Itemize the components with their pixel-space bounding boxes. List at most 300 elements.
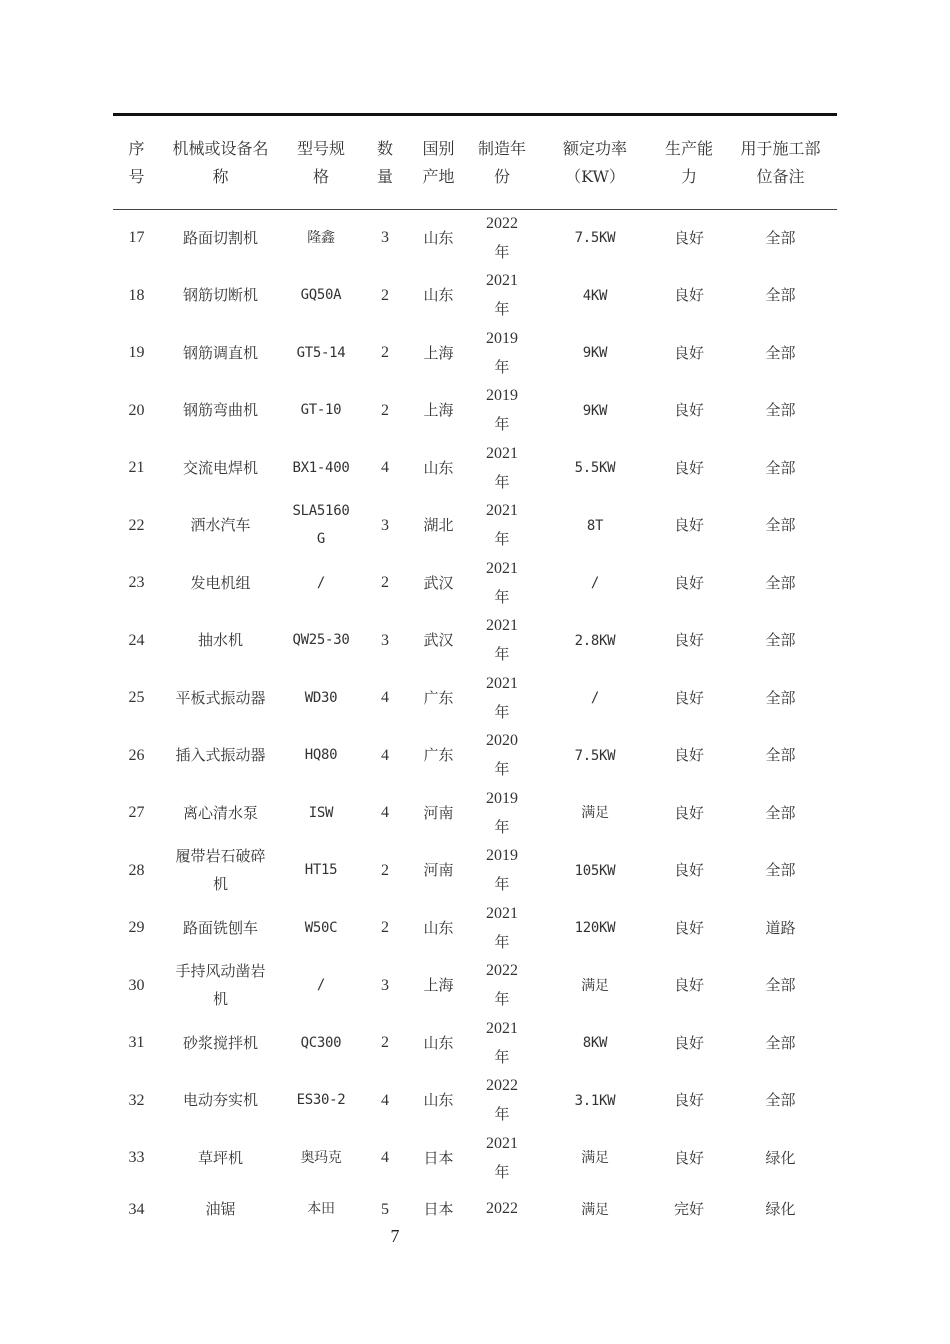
- cell-origin-text: 山东: [423, 228, 454, 247]
- cell-origin-text: 河南: [423, 861, 454, 880]
- cell-quantity-text: 4: [381, 1149, 389, 1167]
- cell-serial-no-text: 31: [128, 1034, 145, 1052]
- cell-origin-text: 河南: [423, 803, 454, 822]
- cell-manufacture-year: [468, 1187, 536, 1231]
- cell-origin: [409, 899, 468, 957]
- cell-rated-power-text: 2.8KW: [574, 632, 616, 649]
- cell-rated-power: [536, 842, 654, 900]
- cell-capacity-text: 良好: [673, 803, 704, 822]
- cell-capacity: [654, 497, 724, 555]
- cell-manufacture-year: [468, 1014, 536, 1072]
- cell-capacity: [654, 1072, 724, 1130]
- cell-manufacture-year: [468, 957, 536, 1015]
- cell-serial-no: [113, 784, 160, 842]
- cell-origin-text: 武汉: [423, 573, 454, 592]
- cell-equipment-name: [160, 612, 281, 670]
- table-row: [113, 1129, 837, 1187]
- table-row: [113, 554, 837, 612]
- cell-usage-note: [724, 957, 837, 1015]
- cell-manufacture-year-line: 年: [494, 875, 510, 894]
- header-serial-no-line: 号: [128, 166, 145, 186]
- cell-equipment-name: [160, 1014, 281, 1072]
- cell-usage-note: [724, 842, 837, 900]
- cell-rated-power-text: 4KW: [582, 287, 608, 304]
- cell-usage-note-text: 绿化: [765, 1199, 796, 1218]
- cell-capacity-text: 良好: [673, 1091, 704, 1110]
- cell-equipment-name: [160, 439, 281, 497]
- cell-capacity: [654, 1014, 724, 1072]
- cell-model-spec: [281, 1187, 361, 1231]
- table-row: [113, 497, 837, 555]
- cell-manufacture-year-line: 2021: [486, 559, 518, 577]
- cell-serial-no-text: 33: [128, 1149, 145, 1167]
- header-capacity: [654, 116, 724, 209]
- cell-usage-note-text: 道路: [765, 918, 796, 937]
- cell-manufacture-year-line: 年: [494, 760, 510, 779]
- cell-manufacture-year-line: 2021: [486, 272, 518, 290]
- cell-manufacture-year: [468, 784, 536, 842]
- header-quantity-line: 量: [376, 166, 393, 186]
- table-row: [113, 1014, 837, 1072]
- cell-origin-text: 广东: [423, 688, 454, 707]
- cell-origin: [409, 1187, 468, 1231]
- cell-rated-power: [536, 612, 654, 670]
- cell-model-spec-line: /: [316, 574, 326, 591]
- cell-manufacture-year-line: 年: [494, 702, 510, 721]
- cell-usage-note: [724, 669, 837, 727]
- cell-equipment-name: [160, 1072, 281, 1130]
- header-manufacture-year-line: 制造年: [477, 138, 526, 158]
- cell-model-spec: [281, 1014, 361, 1072]
- cell-origin-text: 山东: [423, 1091, 454, 1110]
- cell-model-spec-line: 奥玛克: [300, 1149, 342, 1166]
- cell-capacity: [654, 899, 724, 957]
- cell-serial-no-text: 24: [128, 631, 145, 649]
- cell-rated-power: [536, 899, 654, 957]
- cell-capacity: [654, 382, 724, 440]
- cell-equipment-name-line: 钢筋调直机: [182, 343, 258, 362]
- cell-origin-text: 湖北: [423, 516, 454, 535]
- cell-manufacture-year-line: 2021: [486, 444, 518, 462]
- cell-usage-note-text: 全部: [765, 1033, 796, 1052]
- cell-serial-no-text: 29: [128, 919, 145, 937]
- cell-rated-power-text: 满足: [581, 805, 609, 822]
- cell-origin: [409, 612, 468, 670]
- cell-origin: [409, 324, 468, 382]
- table-row: [113, 669, 837, 727]
- cell-quantity: [361, 957, 409, 1015]
- cell-quantity: [361, 612, 409, 670]
- cell-usage-note-text: 全部: [765, 401, 796, 420]
- cell-manufacture-year: [468, 324, 536, 382]
- cell-quantity: [361, 669, 409, 727]
- cell-rated-power-text: /: [590, 690, 600, 707]
- cell-rated-power-text: 3.1KW: [574, 1092, 616, 1109]
- cell-manufacture-year-line: 2022: [486, 1199, 518, 1217]
- cell-rated-power-text: 满足: [581, 1201, 609, 1218]
- cell-model-spec-line: /: [316, 977, 326, 994]
- cell-rated-power-text: /: [590, 575, 600, 592]
- cell-usage-note: [724, 784, 837, 842]
- cell-usage-note: [724, 1014, 837, 1072]
- cell-origin: [409, 784, 468, 842]
- cell-quantity: [361, 324, 409, 382]
- cell-origin-text: 山东: [423, 458, 454, 477]
- table-row: [113, 842, 837, 900]
- cell-capacity: [654, 669, 724, 727]
- header-model-spec-line: 型号规: [296, 138, 345, 158]
- cell-origin: [409, 669, 468, 727]
- cell-serial-no-text: 20: [128, 401, 145, 419]
- cell-rated-power: [536, 957, 654, 1015]
- cell-model-spec: [281, 1129, 361, 1187]
- cell-origin-text: 日本: [423, 1199, 454, 1218]
- cell-manufacture-year: [468, 209, 536, 267]
- cell-model-spec: [281, 382, 361, 440]
- cell-usage-note-text: 全部: [765, 803, 796, 822]
- cell-rated-power: [536, 1129, 654, 1187]
- cell-manufacture-year-line: 年: [494, 587, 510, 606]
- cell-equipment-name: [160, 842, 281, 900]
- cell-serial-no: [113, 554, 160, 612]
- table-row: [113, 382, 837, 440]
- cell-capacity-text: 良好: [673, 458, 704, 477]
- cell-manufacture-year-line: 2019: [486, 847, 518, 865]
- page-number: 7: [390, 1226, 400, 1246]
- cell-model-spec: [281, 1072, 361, 1130]
- cell-serial-no: [113, 1187, 160, 1231]
- cell-origin-text: 山东: [423, 918, 454, 937]
- cell-model-spec-line: 隆鑫: [307, 229, 335, 246]
- cell-manufacture-year-line: 2022: [486, 214, 518, 232]
- cell-capacity: [654, 957, 724, 1015]
- table-row: [113, 324, 837, 382]
- header-equipment-name-line: 称: [212, 166, 229, 186]
- cell-quantity: [361, 1014, 409, 1072]
- cell-origin: [409, 382, 468, 440]
- cell-rated-power-text: 8KW: [582, 1035, 608, 1052]
- header-origin: [409, 116, 468, 209]
- table-header: [113, 116, 837, 209]
- header-quantity-line: 数: [376, 138, 393, 158]
- cell-equipment-name: [160, 497, 281, 555]
- cell-rated-power-text: 5.5KW: [574, 460, 616, 477]
- cell-usage-note: [724, 209, 837, 267]
- cell-equipment-name-line: 油锯: [205, 1199, 236, 1218]
- cell-manufacture-year: [468, 554, 536, 612]
- cell-equipment-name: [160, 784, 281, 842]
- cell-quantity: [361, 1072, 409, 1130]
- cell-rated-power: [536, 209, 654, 267]
- cell-origin: [409, 1014, 468, 1072]
- cell-origin: [409, 1129, 468, 1187]
- cell-quantity: [361, 382, 409, 440]
- cell-serial-no: [113, 899, 160, 957]
- cell-quantity-text: 2: [381, 286, 389, 304]
- cell-model-spec-line: GQ50A: [300, 287, 342, 304]
- cell-model-spec: [281, 209, 361, 267]
- cell-capacity-text: 良好: [673, 401, 704, 420]
- cell-serial-no: [113, 669, 160, 727]
- cell-model-spec: [281, 497, 361, 555]
- cell-usage-note-text: 全部: [765, 631, 796, 650]
- cell-quantity: [361, 842, 409, 900]
- cell-rated-power: [536, 497, 654, 555]
- cell-usage-note: [724, 554, 837, 612]
- cell-quantity-text: 2: [381, 574, 389, 592]
- cell-model-spec-line: GT-10: [300, 402, 342, 419]
- cell-capacity: [654, 267, 724, 325]
- header-model-spec: [281, 116, 361, 209]
- cell-capacity-text: 良好: [673, 976, 704, 995]
- cell-equipment-name: [160, 209, 281, 267]
- cell-capacity: [654, 209, 724, 267]
- header-usage-note-line: 用于施工部: [740, 138, 821, 158]
- cell-serial-no-text: 34: [128, 1200, 145, 1218]
- cell-serial-no-text: 17: [128, 229, 145, 247]
- cell-manufacture-year-line: 年: [494, 415, 510, 434]
- cell-equipment-name-line: 路面铣刨车: [182, 918, 258, 937]
- cell-rated-power-text: 9KW: [582, 402, 608, 419]
- cell-model-spec-line: GT5-14: [296, 344, 346, 361]
- cell-model-spec: [281, 324, 361, 382]
- cell-origin-text: 上海: [423, 343, 454, 362]
- cell-capacity-text: 良好: [673, 516, 704, 535]
- cell-model-spec-line: ES30-2: [296, 1092, 346, 1109]
- table-body: [113, 209, 837, 1231]
- cell-quantity-text: 3: [381, 631, 389, 649]
- cell-equipment-name: [160, 727, 281, 785]
- cell-manufacture-year-line: 年: [494, 1105, 510, 1124]
- cell-origin: [409, 957, 468, 1015]
- cell-usage-note-text: 全部: [765, 746, 796, 765]
- cell-quantity-text: 2: [381, 861, 389, 879]
- cell-rated-power: [536, 1187, 654, 1231]
- cell-usage-note: [724, 267, 837, 325]
- cell-manufacture-year: [468, 1129, 536, 1187]
- cell-quantity-text: 3: [381, 229, 389, 247]
- cell-rated-power: [536, 554, 654, 612]
- cell-manufacture-year: [468, 382, 536, 440]
- cell-quantity: [361, 1187, 409, 1231]
- cell-equipment-name-line: 砂浆搅拌机: [182, 1033, 258, 1052]
- cell-usage-note: [724, 497, 837, 555]
- cell-model-spec: [281, 727, 361, 785]
- cell-capacity-text: 良好: [673, 343, 704, 362]
- table-row: [113, 1072, 837, 1130]
- cell-serial-no: [113, 957, 160, 1015]
- cell-quantity: [361, 1129, 409, 1187]
- cell-rated-power-text: 9KW: [582, 345, 608, 362]
- cell-rated-power: [536, 324, 654, 382]
- cell-quantity-text: 2: [381, 344, 389, 362]
- cell-serial-no: [113, 1072, 160, 1130]
- cell-manufacture-year-line: 年: [494, 1047, 510, 1066]
- header-serial-no-line: 序: [128, 138, 145, 158]
- cell-equipment-name-line: 抽水机: [197, 631, 243, 650]
- cell-rated-power-text: 105KW: [574, 862, 616, 879]
- header-equipment-name-line: 机械或设备名: [172, 138, 269, 158]
- cell-manufacture-year-line: 年: [494, 990, 510, 1009]
- cell-usage-note: [724, 1129, 837, 1187]
- cell-usage-note-text: 全部: [765, 1091, 796, 1110]
- cell-manufacture-year-line: 2021: [486, 1134, 518, 1152]
- cell-quantity-text: 4: [381, 804, 389, 822]
- cell-model-spec: [281, 554, 361, 612]
- cell-model-spec-line: QW25-30: [292, 632, 350, 649]
- cell-model-spec-line: SLA5160: [292, 503, 350, 520]
- cell-manufacture-year-line: 2021: [486, 502, 518, 520]
- cell-serial-no: [113, 439, 160, 497]
- cell-capacity: [654, 324, 724, 382]
- cell-origin: [409, 267, 468, 325]
- cell-rated-power: [536, 727, 654, 785]
- cell-quantity: [361, 439, 409, 497]
- cell-capacity-text: 良好: [673, 918, 704, 937]
- cell-capacity: [654, 554, 724, 612]
- header-quantity: [361, 116, 409, 209]
- cell-manufacture-year: [468, 267, 536, 325]
- cell-model-spec-line: HQ80: [304, 747, 338, 764]
- table-row: [113, 784, 837, 842]
- cell-manufacture-year: [468, 1072, 536, 1130]
- cell-equipment-name-line: 草坪机: [197, 1148, 243, 1167]
- cell-capacity-text: 良好: [673, 1148, 704, 1167]
- cell-quantity-text: 2: [381, 1034, 389, 1052]
- cell-serial-no: [113, 1129, 160, 1187]
- cell-serial-no-text: 28: [128, 861, 145, 879]
- cell-equipment-name: [160, 899, 281, 957]
- cell-model-spec: [281, 957, 361, 1015]
- cell-quantity-text: 4: [381, 1091, 389, 1109]
- cell-capacity-text: 良好: [673, 228, 704, 247]
- cell-capacity: [654, 842, 724, 900]
- table-row: [113, 727, 837, 785]
- cell-origin: [409, 554, 468, 612]
- cell-equipment-name-line: 平板式振动器: [175, 688, 266, 707]
- cell-usage-note: [724, 1187, 837, 1231]
- cell-quantity: [361, 784, 409, 842]
- cell-origin: [409, 497, 468, 555]
- cell-usage-note-text: 全部: [765, 516, 796, 535]
- cell-serial-no-text: 19: [128, 344, 145, 362]
- cell-manufacture-year: [468, 669, 536, 727]
- cell-rated-power: [536, 382, 654, 440]
- cell-manufacture-year-line: 2022: [486, 1077, 518, 1095]
- cell-capacity: [654, 439, 724, 497]
- cell-capacity: [654, 727, 724, 785]
- cell-manufacture-year-line: 2019: [486, 789, 518, 807]
- cell-model-spec: [281, 669, 361, 727]
- cell-equipment-name: [160, 324, 281, 382]
- cell-model-spec-line: HT15: [304, 862, 338, 879]
- cell-model-spec-line: 本田: [307, 1200, 335, 1217]
- header-usage-note-line: 位备注: [756, 166, 805, 186]
- cell-usage-note: [724, 439, 837, 497]
- cell-serial-no-text: 26: [128, 746, 145, 764]
- cell-equipment-name-line: 钢筋弯曲机: [182, 401, 258, 420]
- cell-serial-no-text: 18: [128, 286, 145, 304]
- cell-manufacture-year-line: 2021: [486, 904, 518, 922]
- cell-model-spec: [281, 842, 361, 900]
- cell-model-spec: [281, 784, 361, 842]
- cell-capacity-text: 良好: [673, 1033, 704, 1052]
- cell-equipment-name-line: 手持风动凿岩: [175, 962, 266, 981]
- cell-equipment-name: [160, 669, 281, 727]
- cell-rated-power-text: 8T: [586, 517, 604, 534]
- cell-manufacture-year-line: 2019: [486, 329, 518, 347]
- cell-quantity-text: 3: [381, 976, 389, 994]
- table-row: [113, 209, 837, 267]
- cell-origin-text: 武汉: [423, 631, 454, 650]
- cell-origin: [409, 727, 468, 785]
- cell-manufacture-year: [468, 899, 536, 957]
- cell-origin: [409, 842, 468, 900]
- header-manufacture-year: [468, 116, 536, 209]
- cell-usage-note-text: 全部: [765, 286, 796, 305]
- header-serial-no: [113, 116, 160, 209]
- cell-serial-no-text: 32: [128, 1091, 145, 1109]
- cell-model-spec-line: WD30: [304, 689, 338, 706]
- cell-usage-note-text: 全部: [765, 861, 796, 880]
- cell-manufacture-year-line: 2021: [486, 617, 518, 635]
- cell-usage-note: [724, 324, 837, 382]
- cell-origin-text: 上海: [423, 976, 454, 995]
- cell-manufacture-year: [468, 842, 536, 900]
- cell-quantity-text: 4: [381, 459, 389, 477]
- cell-rated-power: [536, 784, 654, 842]
- header-rated-power: [536, 116, 654, 209]
- cell-equipment-name: [160, 957, 281, 1015]
- cell-manufacture-year-line: 年: [494, 1162, 510, 1181]
- cell-serial-no: [113, 382, 160, 440]
- cell-manufacture-year-line: 年: [494, 472, 510, 491]
- cell-origin-text: 山东: [423, 286, 454, 305]
- cell-serial-no-text: 22: [128, 516, 145, 534]
- cell-model-spec: [281, 267, 361, 325]
- cell-usage-note: [724, 727, 837, 785]
- cell-usage-note-text: 全部: [765, 976, 796, 995]
- cell-quantity-text: 2: [381, 401, 389, 419]
- cell-serial-no: [113, 842, 160, 900]
- cell-rated-power-text: 7.5KW: [574, 747, 616, 764]
- cell-quantity: [361, 497, 409, 555]
- cell-usage-note-text: 全部: [765, 458, 796, 477]
- cell-capacity-text: 良好: [673, 688, 704, 707]
- cell-serial-no-text: 21: [128, 459, 145, 477]
- cell-capacity-text: 良好: [673, 573, 704, 592]
- cell-capacity: [654, 612, 724, 670]
- cell-equipment-name-line: 发电机组: [190, 573, 251, 592]
- cell-serial-no: [113, 612, 160, 670]
- cell-manufacture-year-line: 2021: [486, 1019, 518, 1037]
- cell-rated-power-text: 7.5KW: [574, 230, 616, 247]
- cell-equipment-name-line: 电动夯实机: [182, 1091, 258, 1110]
- cell-origin-text: 广东: [423, 746, 454, 765]
- cell-model-spec: [281, 899, 361, 957]
- cell-equipment-name-line: 交流电焊机: [182, 458, 258, 477]
- header-equipment-name: [160, 116, 281, 209]
- cell-capacity-text: 良好: [673, 746, 704, 765]
- cell-usage-note-text: 全部: [765, 573, 796, 592]
- cell-rated-power: [536, 267, 654, 325]
- cell-capacity: [654, 1187, 724, 1231]
- cell-equipment-name-line: 钢筋切断机: [182, 286, 258, 305]
- cell-equipment-name-line: 机: [212, 990, 228, 1009]
- cell-usage-note-text: 全部: [765, 343, 796, 362]
- cell-capacity-text: 良好: [673, 861, 704, 880]
- table-row: [113, 267, 837, 325]
